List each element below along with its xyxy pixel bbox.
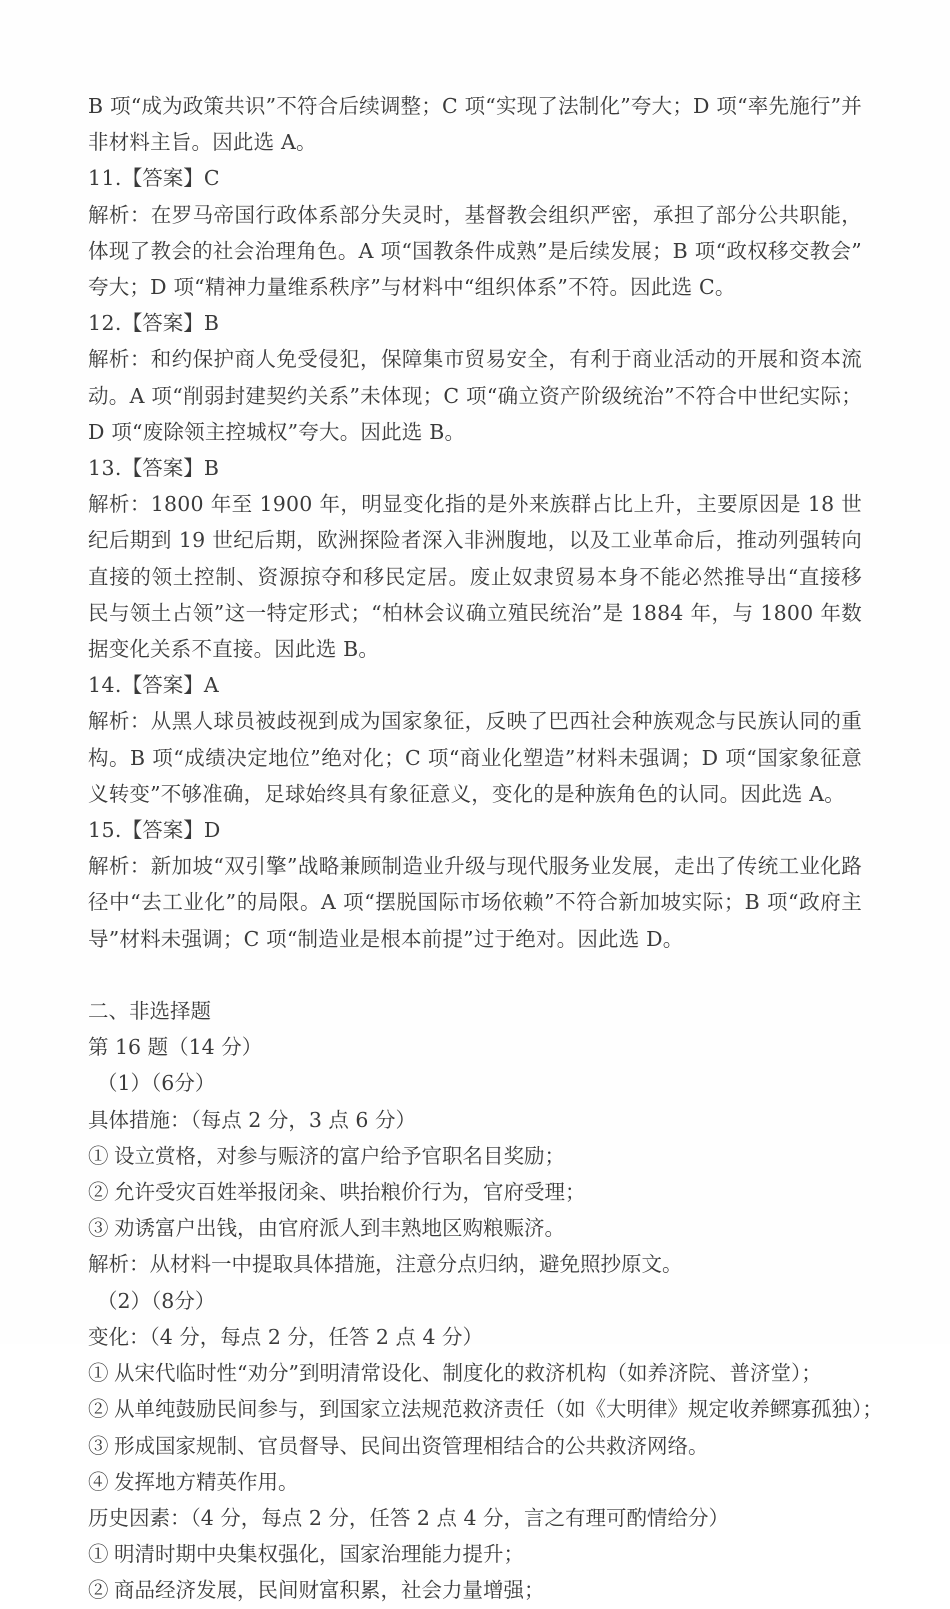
- part-2-factors-prompt: 历史因素：（4 分，每点 2 分，任答 2 点 4 分，言之有理可酌情给分）: [88, 1505, 730, 1530]
- list-item: [88, 1572, 862, 1608]
- part-1-analysis: 解析：从材料一中提取具体措施，注意分点归纳，避免照抄原文。: [88, 1252, 683, 1277]
- list-item-text: 从单纯鼓励民间参与，到国家立法规范救济责任（如《大明律》规定收养鳏寡孤独）；: [114, 1397, 883, 1422]
- document-body: [88, 88, 883, 1609]
- answer-choice-12: B: [203, 311, 220, 336]
- list-item-text: 发挥地方精英作用。: [114, 1469, 299, 1494]
- answer-label-15: 【答案】: [121, 818, 204, 843]
- list-marker: ①: [88, 1143, 109, 1168]
- list-marker: ④: [88, 1469, 109, 1494]
- answer-analysis-15: 解析：新加坡“双引擎”战略兼顾制造业升级与现代服务业发展，走出了传统工业化路径中“去工业化”的局限。A 项“摆脱国际市场依赖”不符合新加坡实际；B 项“政府主导”材料未强调；C 项“制造业是根本前提”过于绝对。因此选 D。: [88, 854, 862, 951]
- list-item-text: 从宋代临时性“劝分”到明清常设化、制度化的救济机构（如养济院、普济堂）；: [114, 1361, 822, 1386]
- list-marker: ①: [88, 1542, 109, 1567]
- answer-number-12: 12.: [88, 311, 122, 336]
- answer-analysis-13: 解析：1800 年至 1900 年，明显变化指的是外来族群占比上升，主要原因是 18 世纪后期到 19 世纪后期，欧洲探险者深入非洲腹地，以及工业革命后，推动列强转向直接的领土控制、资源掠夺和移民定居。废止奴隶贸易本身不能必然推导出“直接移民与领土占领”这一特定形式；“柏林会议确立殖民统治”是 1884 年，与 1800 年数据变化关系不直接。因此选 B。: [88, 492, 862, 662]
- essay-section-heading: 二、非选择题: [88, 999, 211, 1024]
- answer-choice-11: C: [203, 166, 220, 191]
- list-item: [88, 1174, 862, 1210]
- list-marker: ①: [88, 1361, 109, 1386]
- answer-label-11: 【答案】: [121, 166, 204, 191]
- list-item: [88, 1464, 862, 1500]
- list-item: [88, 1391, 883, 1427]
- answer-label-13: 【答案】: [121, 456, 204, 481]
- list-marker: ③: [88, 1433, 109, 1458]
- list-item: [88, 1210, 862, 1246]
- list-item-text: 允许受灾百姓举报闭籴、哄抬粮价行为，官府受理；: [114, 1180, 586, 1205]
- answer-heading-14: [88, 667, 862, 703]
- answer-label-14: 【答案】: [121, 673, 204, 698]
- list-item-text: 设立赏格，对参与赈济的富户给予官职名目奖励；: [114, 1143, 565, 1168]
- list-marker: ③: [88, 1216, 109, 1241]
- answer-continuation-paragraph: B 项“成为政策共识”不符合后续调整；C 项“实现了法制化”夸大；D 项“率先施行”并非材料主旨。因此选 A。: [88, 94, 862, 155]
- answer-choice-14: A: [203, 673, 220, 698]
- list-marker: ②: [88, 1578, 109, 1603]
- list-item-text: 明清时期中央集权强化，国家治理能力提升；: [114, 1542, 524, 1567]
- list-item: [88, 1428, 862, 1464]
- answer-number-14: 14.: [88, 673, 122, 698]
- answer-heading-15: [88, 812, 862, 848]
- list-item-text: 劝诱富户出钱，由官府派人到丰熟地区购粮赈济。: [114, 1216, 565, 1241]
- answer-number-11: 11.: [88, 166, 122, 191]
- list-marker: ②: [88, 1397, 109, 1422]
- list-item: [88, 1138, 862, 1174]
- list-item: [88, 1536, 862, 1572]
- section-spacer: [88, 957, 862, 993]
- answer-analysis-14: 解析：从黑人球员被歧视到成为国家象征，反映了巴西社会种族观念与民族认同的重构。B 项“成绩决定地位”绝对化；C 项“商业化塑造”材料未强调；D 项“国家象征意义转变”不够准确，足球始终具有象征意义，变化的是种族角色的认同。因此选 A。: [88, 709, 862, 806]
- list-item-text: 商品经济发展，民间财富积累，社会力量增强；: [114, 1578, 545, 1603]
- answer-analysis-12: 解析：和约保护商人免受侵犯，保障集市贸易安全，有利于商业活动的开展和资本流动。A 项“削弱封建契约关系”未体现；C 项“确立资产阶级统治”不符合中世纪实际；D 项“废除领主控城权”夸大。因此选 B。: [88, 347, 862, 444]
- answer-choice-15: D: [203, 818, 221, 843]
- answer-heading-12: [88, 305, 862, 341]
- answer-number-15: 15.: [88, 818, 122, 843]
- answer-heading-11: [88, 160, 862, 196]
- answer-analysis-11: 解析：在罗马帝国行政体系部分失灵时，基督教会组织严密，承担了部分公共职能，体现了教会的社会治理角色。A 项“国教条件成熟”是后续发展；B 项“政权移交教会”夸大；D 项“精神力量维系秩序”与材料中“组织体系”不符。因此选 C。: [88, 202, 862, 300]
- answer-heading-13: [88, 450, 862, 486]
- answer-number-13: 13.: [88, 456, 122, 481]
- part-2-label: （2）（8分）: [97, 1288, 216, 1313]
- part-1-prompt: 具体措施：（每点 2 分，3 点 6 分）: [88, 1107, 416, 1132]
- list-item-text: 形成国家规制、官员督导、民间出资管理相结合的公共救济网络。: [114, 1433, 709, 1458]
- part-2-changes-prompt: 变化：（4 分，每点 2 分，任答 2 点 4 分）: [88, 1324, 484, 1349]
- answer-choice-13: B: [203, 456, 220, 481]
- answer-label-12: 【答案】: [121, 311, 204, 336]
- part-1-label: （1）（6分）: [97, 1071, 216, 1096]
- question-16-title: 第 16 题（14 分）: [88, 1035, 263, 1060]
- list-marker: ②: [88, 1180, 109, 1205]
- list-item: [88, 1355, 862, 1391]
